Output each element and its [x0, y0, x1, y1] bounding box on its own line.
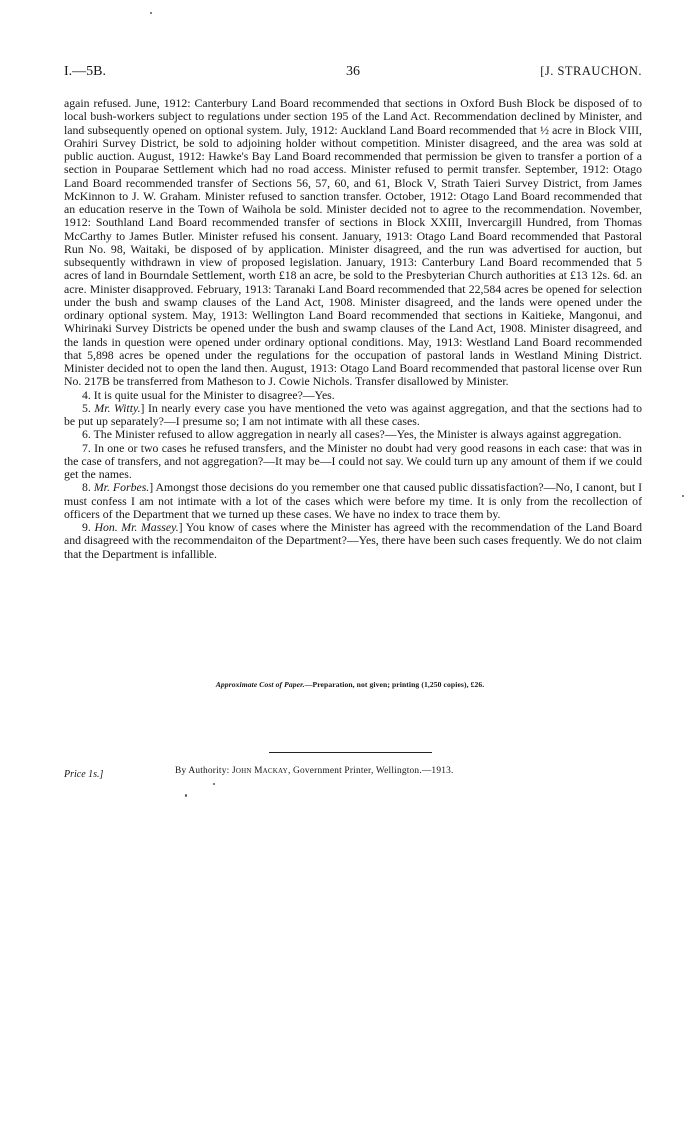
- question-9: [64, 521, 642, 561]
- page-header: [64, 64, 642, 84]
- imprint-prefix: By Authority:: [175, 766, 232, 776]
- scan-speck: [150, 12, 152, 14]
- paper-reference: I.—5B.: [64, 64, 106, 79]
- question-8: [64, 481, 642, 521]
- footer-divider: [269, 752, 432, 753]
- question-7: 7. In one or two cases he refused transfers, and the Minister no doubt had very good reasons in each case: that was in the case of transfers, and not aggregation?—It may be—I could not say. We could turn up any amount of them if we could get the names.: [64, 440, 642, 481]
- question-5: [64, 402, 642, 429]
- speaker-name: Mr. Forbes.: [93, 480, 150, 495]
- scan-speck: [213, 783, 215, 785]
- speaker-name: Mr. Witty.: [94, 400, 141, 415]
- question-number: 8.: [82, 480, 91, 495]
- question-number: 9.: [82, 520, 91, 534]
- question-number: 5.: [82, 400, 91, 415]
- question-text: ] Amongst those decisions do you remember one that caused public dissatisfaction?—No, I canont, but I must confess I am not intimate with a lot of the cases which were before my time. It is only from the recollection of officers of the Department that we turned up these cases. We have no index to trace them by.: [64, 480, 642, 521]
- cost-of-paper-note: [0, 680, 700, 689]
- question-4: 4. It is quite usual for the Minister to disagree?—Yes.: [82, 387, 335, 402]
- cost-label: Approximate Cost of Paper.: [215, 680, 305, 689]
- witness-name: [J. STRAUCHON.: [540, 64, 642, 78]
- imprint-suffix: , Government Printer, Wellington.—1913.: [287, 766, 454, 776]
- question-text: ] You know of cases where the Minister has agreed with the recommendation of the Land Board and disagreed with the recommendaiton of the Department?—Yes, there have been such cases frequently. We do not claim that the Department is infallible.: [64, 520, 642, 561]
- scan-speck: [185, 794, 187, 797]
- scan-speck: [682, 495, 684, 497]
- speaker-name: Hon. Mr. Massey.: [94, 520, 179, 534]
- paragraph-board-recommendations: again refused. June, 1912: Canterbury Land Board recommended that sections in Oxford Bush Block be disposed of to local bush-workers subject to regulations under section 195 of the Land Act. Recommendation declined by Minister, and land subsequently opened on optional system. July, 1912: Auckland Land Board recommended that ½ acre in Block VIII, Orahiri Survey District, be sold to adjoining holder without competition. Minister disagreed, and the area was sold at public auction. August, 1912: Hawke's Bay Land Board recommended that permission be given to transfer a portion of a section in Pouparae Settlement which had no road access. Minister refused to permit transfer. September, 1912: Otago Land Board recommended transfer of Sections 56, 57, 60, and 61, Block V, Strath Taieri Survey District, from James McKinnon to J. W. Graham. Minister refused to sanction transfer. October, 1912: Otago Land Board recommended that an education reserve in the Town of Waihola be sold. Minister decided not to agree to the recommendation. November, 1912: Southland Land Board recommended transfer of sections in Block XXIII, Invercargill Hundred, from Thomas McCarthy to James Butler. Minister refused his consent. January, 1913: Otago Land Board recommended that Pastoral Run No. 98, Waitaki, be disposed of by application. Minister disagreed, and the run was advertised for auction, but subsequently withdrawn in view of proposed legislation. January, 1913: Canterbury Land Board recommended that 5 acres of land in Bourndale Settlement, worth £18 an acre, be sold to the Presbyterian Church authorities at £13 12s. 6d. an acre. Minister disapproved. February, 1913: Taranaki Land Board recommended that 22,584 acres be opened for selection under the bush and swamp clauses of the Land Act, 1908. Minister disagreed, and the lands were opened under the ordinary optional system. May, 1913: Wellington Land Board recommended that sections in Kaitieke, Mangonui, and Whirinaki Survey Districts be opened under the bush and swamp clauses of the Land Act, 1908. Minister disagreed, and the lands in question were opened under ordinary optional conditions. May, 1913: Westland Land Board recommended that 5,898 acres be opened under the regulations for the occupation of pastoral lands in Westland Mining District. Minister decided not to open the land then. August, 1913: Otago Land Board recommended that pastoral license over Run No. 217B be transferred from Matheson to J. Cowie Nichols. Transfer disallowed by Minister.: [64, 96, 642, 389]
- price-note: Price 1s.]: [64, 769, 104, 780]
- question-text: ] In nearly every case you have mentioned the veto was against aggregation, and that the sections had to be put up separately?—I presume so; I am not intimate with all these cases.: [64, 400, 642, 428]
- question-6: 6. The Minister refused to allow aggregation in nearly all cases?—Yes, the Minister is always against aggregation.: [82, 427, 622, 442]
- printer-imprint: [175, 766, 454, 776]
- printer-name: John Mackay: [231, 766, 288, 776]
- testimony-text: [64, 97, 642, 561]
- page-number: 36: [346, 64, 360, 79]
- cost-text: —Preparation, not given; printing (1,250 copies), £26.: [304, 680, 485, 689]
